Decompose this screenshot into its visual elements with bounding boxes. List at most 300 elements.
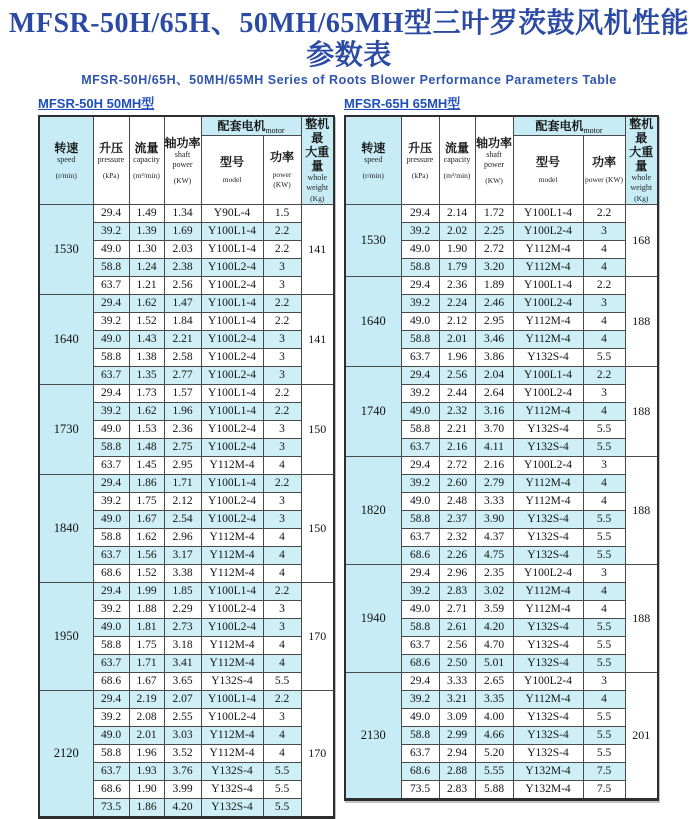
- motor-model-cell: Y132S-4: [513, 529, 583, 547]
- shaft-power-cell: 2.56: [164, 277, 201, 295]
- pressure-cell: 29.4: [401, 565, 439, 583]
- motor-model-cell: Y132S-4: [513, 619, 583, 637]
- motor-power-cell: 3: [263, 601, 301, 619]
- pressure-cell: 63.7: [401, 439, 439, 457]
- shaft-power-cell: 4.75: [475, 547, 513, 565]
- speed-group-cell: 1730: [39, 385, 93, 475]
- motor-model-cell: Y100L2-4: [201, 367, 263, 385]
- shaft-power-cell: 1.72: [475, 205, 513, 223]
- weight-group-cell: 141: [301, 295, 334, 385]
- motor-cn-label: 配套电机: [535, 119, 584, 133]
- motor-power-cell: 1.5: [263, 205, 301, 223]
- capacity-cell: 1.90: [439, 241, 475, 259]
- motor-power-cell: 5.5: [263, 799, 301, 818]
- shaft-power-cell: 2.54: [164, 511, 201, 529]
- capacity-cell: 1.71: [129, 655, 164, 673]
- pressure-cell: 58.8: [401, 421, 439, 439]
- pressure-cell: 49.0: [401, 601, 439, 619]
- motor-power-cell: 4: [263, 727, 301, 745]
- capacity-cn-label: 流量: [134, 140, 159, 155]
- power-en-label: power (KW): [272, 170, 292, 189]
- motor-power-cell: 4: [263, 547, 301, 565]
- capacity-cell: 2.44: [439, 385, 475, 403]
- weight-group-cell: 170: [301, 583, 334, 691]
- capacity-cell: 2.96: [439, 565, 475, 583]
- capacity-cell: 1.81: [129, 619, 164, 637]
- shaft-power-cell: 2.46: [475, 295, 513, 313]
- capacity-cell: 2.21: [439, 421, 475, 439]
- pressure-cell: 29.4: [93, 691, 129, 709]
- motor-model-cell: Y100L2-4: [201, 259, 263, 277]
- table-row: [345, 565, 658, 583]
- table-label-50h: MFSR-50H 50MH型: [38, 96, 155, 111]
- motor-model-cell: Y112M-4: [513, 313, 583, 331]
- motor-model-cell: Y132S-4: [513, 709, 583, 727]
- pressure-cell: 39.2: [93, 601, 129, 619]
- shaft-power-cell: 2.75: [164, 439, 201, 457]
- motor-model-cell: Y132M-4: [513, 763, 583, 781]
- speed-group-cell: 1640: [39, 295, 93, 385]
- shaft-power-cell: 1.84: [164, 313, 201, 331]
- pressure-cell: 49.0: [401, 493, 439, 511]
- model-cn-label: 型号: [219, 155, 244, 169]
- capacity-cell: 1.56: [129, 547, 164, 565]
- capacity-cell: 1.21: [129, 277, 164, 295]
- pressure-cell: 49.0: [93, 727, 129, 745]
- pressure-cell: 49.0: [93, 511, 129, 529]
- weight-group-cell: 188: [625, 277, 658, 367]
- speed-group-cell: 2130: [345, 673, 401, 800]
- motor-model-cell: Y132M-4: [513, 781, 583, 800]
- motor-power-cell: 2.2: [263, 241, 301, 259]
- shaft-power-cell: 3.41: [164, 655, 201, 673]
- table-label-65h: MFSR-65H 65MH型: [344, 96, 461, 111]
- pressure-cell: 63.7: [93, 367, 129, 385]
- shaft-power-cell: 1.69: [164, 223, 201, 241]
- capacity-cell: 2.14: [439, 205, 475, 223]
- shaft-unit-label: (KW): [485, 175, 503, 185]
- capacity-cell: 1.45: [129, 457, 164, 475]
- motor-power-cell: 4: [263, 529, 301, 547]
- shaft-power-cell: 4.00: [475, 709, 513, 727]
- motor-power-cell: 3: [583, 295, 625, 313]
- pressure-unit-label: (kPa): [102, 170, 120, 180]
- mfsr-65h-table: [344, 115, 659, 801]
- capacity-cell: 1.62: [129, 403, 164, 421]
- motor-model-cell: Y100L2-4: [201, 349, 263, 367]
- pressure-cell: 29.4: [93, 475, 129, 493]
- shaft-power-cell: 2.25: [475, 223, 513, 241]
- motor-model-cell: Y132S-4: [201, 673, 263, 691]
- motor-model-cell: Y100L1-4: [201, 313, 263, 331]
- motor-power-cell: 2.2: [263, 295, 301, 313]
- capacity-cell: 1.49: [129, 205, 164, 223]
- motor-power-cell: 3: [583, 673, 625, 691]
- shaft-power-cell: 3.35: [475, 691, 513, 709]
- speed-group-cell: 1840: [39, 475, 93, 583]
- shaft-power-cell: 3.86: [475, 349, 513, 367]
- pressure-cell: 63.7: [93, 277, 129, 295]
- motor-power-cell: 4: [583, 331, 625, 349]
- shaft-power-cell: 4.37: [475, 529, 513, 547]
- pressure-cell: 58.8: [93, 259, 129, 277]
- table-row: [39, 583, 334, 601]
- shaft-power-cell: 4.70: [475, 637, 513, 655]
- col-header-speed: [345, 116, 401, 205]
- pressure-cell: 39.2: [401, 295, 439, 313]
- motor-power-cell: 5.5: [583, 349, 625, 367]
- capacity-cell: 2.83: [439, 781, 475, 800]
- shaft-power-cell: 2.96: [164, 529, 201, 547]
- capacity-en-label: capacity: [443, 154, 471, 164]
- motor-model-cell: Y132S-4: [513, 655, 583, 673]
- col-header-weight: [301, 116, 334, 205]
- shaft-power-cell: 2.36: [164, 421, 201, 439]
- shaft-power-cell: 2.77: [164, 367, 201, 385]
- motor-power-cell: 3: [263, 367, 301, 385]
- capacity-cell: 1.96: [129, 745, 164, 763]
- motor-model-cell: Y112M-4: [201, 547, 263, 565]
- motor-power-cell: 2.2: [263, 691, 301, 709]
- table-block-65h: [344, 96, 659, 801]
- weight-cn-line1: 整机最: [305, 117, 330, 145]
- capacity-cell: 2.61: [439, 619, 475, 637]
- motor-power-cell: 3: [263, 277, 301, 295]
- capacity-cell: 2.02: [439, 223, 475, 241]
- motor-power-cell: 4: [583, 313, 625, 331]
- motor-model-cell: Y100L1-4: [201, 691, 263, 709]
- weight-unit-label: (Kg): [634, 194, 649, 203]
- pressure-cell: 39.2: [401, 385, 439, 403]
- motor-model-cell: Y112M-4: [513, 259, 583, 277]
- motor-model-cell: Y132S-4: [513, 637, 583, 655]
- shaft-power-cell: 3.18: [164, 637, 201, 655]
- motor-power-cell: 5.5: [263, 763, 301, 781]
- motor-power-cell: 4: [263, 745, 301, 763]
- pressure-cell: 29.4: [401, 277, 439, 295]
- speed-group-cell: 2120: [39, 691, 93, 818]
- capacity-cell: 2.32: [439, 529, 475, 547]
- shaft-power-cell: 5.88: [475, 781, 513, 800]
- motor-power-cell: 7.5: [583, 763, 625, 781]
- capacity-cell: 1.62: [129, 529, 164, 547]
- pressure-cell: 39.2: [401, 583, 439, 601]
- shaft-power-cell: 3.02: [475, 583, 513, 601]
- motor-model-cell: Y100L1-4: [513, 205, 583, 223]
- motor-power-cell: 5.5: [583, 637, 625, 655]
- shaft-power-cell: 3.20: [475, 259, 513, 277]
- capacity-cell: 2.50: [439, 655, 475, 673]
- shaft-power-cell: 2.95: [475, 313, 513, 331]
- pressure-cell: 39.2: [401, 691, 439, 709]
- motor-power-cell: 2.2: [263, 385, 301, 403]
- capacity-cell: 1.48: [129, 439, 164, 457]
- col-header-capacity: [439, 116, 475, 205]
- speed-group-cell: 1740: [345, 367, 401, 457]
- shaft-power-cell: 3.16: [475, 403, 513, 421]
- shaft-power-cell: 2.58: [164, 349, 201, 367]
- shaft-power-cell: 3.76: [164, 763, 201, 781]
- motor-power-cell: 2.2: [263, 313, 301, 331]
- motor-power-cell: 4: [583, 259, 625, 277]
- shaft-power-cell: 1.47: [164, 295, 201, 313]
- capacity-cell: 2.99: [439, 727, 475, 745]
- col-header-motor: [513, 116, 625, 136]
- weight-group-cell: 170: [301, 691, 334, 818]
- pressure-cell: 39.2: [93, 709, 129, 727]
- table-row: [345, 367, 658, 385]
- capacity-cell: 3.09: [439, 709, 475, 727]
- shaft-power-cell: 1.96: [164, 403, 201, 421]
- motor-power-cell: 3: [263, 331, 301, 349]
- pressure-cell: 29.4: [401, 673, 439, 691]
- motor-model-cell: Y112M-4: [513, 493, 583, 511]
- motor-model-cell: Y100L1-4: [513, 277, 583, 295]
- shaft-power-cell: 5.55: [475, 763, 513, 781]
- motor-model-cell: Y100L1-4: [201, 223, 263, 241]
- pressure-cell: 68.6: [401, 547, 439, 565]
- shaft-unit-label: (KW): [173, 175, 192, 185]
- pressure-cell: 73.5: [93, 799, 129, 818]
- motor-model-cell: Y112M-4: [201, 457, 263, 475]
- pressure-cell: 58.8: [93, 439, 129, 457]
- pressure-cell: 58.8: [401, 619, 439, 637]
- shaft-power-cell: 2.79: [475, 475, 513, 493]
- motor-model-cell: Y112M-4: [201, 655, 263, 673]
- capacity-cell: 1.75: [129, 493, 164, 511]
- motor-model-cell: Y100L2-4: [513, 295, 583, 313]
- pressure-cell: 39.2: [93, 403, 129, 421]
- shaft-power-cell: 3.65: [164, 673, 201, 691]
- speed-en-label: speed: [364, 154, 383, 164]
- model-en-label: model: [538, 175, 558, 184]
- speed-unit-label: (r/min): [362, 170, 384, 180]
- motor-model-cell: Y112M-4: [201, 745, 263, 763]
- motor-power-cell: 3: [263, 439, 301, 457]
- motor-power-cell: 4: [263, 655, 301, 673]
- motor-power-cell: 2.2: [263, 583, 301, 601]
- shaft-power-cell: 2.35: [475, 565, 513, 583]
- weight-cn-line2: 大重量: [305, 145, 330, 173]
- motor-en-label: motor: [265, 126, 285, 135]
- capacity-cell: 2.48: [439, 493, 475, 511]
- motor-model-cell: Y132S-4: [513, 511, 583, 529]
- speed-group-cell: 1950: [39, 583, 93, 691]
- weight-en-label: whole weight: [630, 173, 653, 192]
- motor-power-cell: 5.5: [263, 673, 301, 691]
- capacity-cell: 2.01: [129, 727, 164, 745]
- motor-model-cell: Y100L2-4: [201, 439, 263, 457]
- shaft-power-cell: 4.66: [475, 727, 513, 745]
- pressure-en-label: pressure: [97, 154, 125, 164]
- weight-group-cell: 150: [301, 475, 334, 583]
- shaft-power-cell: 3.46: [475, 331, 513, 349]
- col-header-weight: [625, 116, 658, 205]
- motor-en-label: motor: [583, 126, 603, 135]
- model-en-label: model: [222, 175, 242, 184]
- capacity-cell: 1.53: [129, 421, 164, 439]
- motor-model-cell: Y100L2-4: [513, 223, 583, 241]
- capacity-cell: 1.24: [129, 259, 164, 277]
- motor-power-cell: 4: [583, 691, 625, 709]
- speed-en-label: speed: [57, 154, 76, 164]
- motor-model-cell: Y100L2-4: [201, 421, 263, 439]
- speed-group-cell: 1530: [345, 205, 401, 277]
- mfsr-50h-table: [38, 115, 335, 819]
- table-row: [39, 385, 334, 403]
- motor-power-cell: 3: [263, 259, 301, 277]
- motor-power-cell: 5.5: [583, 745, 625, 763]
- col-header-motor-power: [263, 136, 301, 205]
- capacity-cell: 1.79: [439, 259, 475, 277]
- motor-power-cell: 5.5: [583, 529, 625, 547]
- weight-group-cell: 188: [625, 565, 658, 673]
- motor-power-cell: 4: [583, 403, 625, 421]
- motor-power-cell: 4: [583, 601, 625, 619]
- shaft-power-cell: 3.03: [164, 727, 201, 745]
- motor-model-cell: Y132S-4: [201, 763, 263, 781]
- power-en-label: power (KW): [584, 175, 624, 184]
- motor-model-cell: Y132S-4: [513, 421, 583, 439]
- table-row: [39, 475, 334, 493]
- motor-power-cell: 2.2: [583, 205, 625, 223]
- capacity-cell: 1.86: [129, 475, 164, 493]
- shaft-cn-label: 轴功率: [164, 135, 201, 150]
- pressure-cell: 68.6: [93, 781, 129, 799]
- tables-row: [0, 96, 698, 819]
- pressure-cell: 68.6: [401, 763, 439, 781]
- capacity-cell: 3.33: [439, 673, 475, 691]
- power-cn-label: 功率: [269, 150, 294, 164]
- speed-cn-label: 转速: [54, 140, 79, 155]
- motor-model-cell: Y112M-4: [513, 403, 583, 421]
- motor-model-cell: Y132S-4: [513, 349, 583, 367]
- shaft-power-cell: 3.59: [475, 601, 513, 619]
- shaft-power-cell: 3.38: [164, 565, 201, 583]
- motor-model-cell: Y132S-4: [201, 781, 263, 799]
- col-header-capacity: [129, 116, 164, 205]
- pressure-cell: 29.4: [93, 295, 129, 313]
- table-block-50h: [38, 96, 335, 819]
- pressure-cell: 73.5: [401, 781, 439, 800]
- capacity-cell: 1.62: [129, 295, 164, 313]
- capacity-cell: 2.56: [439, 367, 475, 385]
- weight-cn-line2: 大重量: [629, 145, 654, 173]
- capacity-cell: 1.88: [129, 601, 164, 619]
- capacity-unit-label: (m³/min): [133, 170, 160, 180]
- motor-model-cell: Y112M-4: [513, 331, 583, 349]
- motor-power-cell: 4: [263, 565, 301, 583]
- motor-model-cell: Y100L2-4: [201, 511, 263, 529]
- motor-power-cell: 5.5: [583, 709, 625, 727]
- capacity-cell: 2.37: [439, 511, 475, 529]
- shaft-power-cell: 2.65: [475, 673, 513, 691]
- motor-model-cell: Y112M-4: [513, 241, 583, 259]
- motor-model-cell: Y100L2-4: [513, 673, 583, 691]
- motor-model-cell: Y100L1-4: [201, 403, 263, 421]
- table-row: [345, 673, 658, 691]
- motor-power-cell: 3: [263, 421, 301, 439]
- pressure-cell: 58.8: [401, 259, 439, 277]
- capacity-cell: 1.93: [129, 763, 164, 781]
- motor-power-cell: 3: [263, 493, 301, 511]
- capacity-cell: 2.24: [439, 295, 475, 313]
- motor-power-cell: 4: [583, 475, 625, 493]
- pressure-unit-label: (kPa): [411, 170, 429, 180]
- shaft-power-cell: 2.04: [475, 367, 513, 385]
- table-row: [345, 277, 658, 295]
- motor-model-cell: Y100L2-4: [201, 493, 263, 511]
- pressure-cell: 39.2: [93, 223, 129, 241]
- pressure-cell: 58.8: [401, 511, 439, 529]
- capacity-cell: 1.30: [129, 241, 164, 259]
- shaft-power-cell: 3.99: [164, 781, 201, 799]
- motor-model-cell: Y132S-4: [513, 745, 583, 763]
- motor-model-cell: Y100L2-4: [201, 331, 263, 349]
- capacity-cell: 3.21: [439, 691, 475, 709]
- shaft-power-cell: 3.17: [164, 547, 201, 565]
- motor-model-cell: Y100L1-4: [201, 385, 263, 403]
- shaft-power-cell: 1.71: [164, 475, 201, 493]
- table-row: [345, 205, 658, 223]
- motor-power-cell: 5.5: [583, 619, 625, 637]
- col-header-pressure: [401, 116, 439, 205]
- pressure-cell: 49.0: [401, 709, 439, 727]
- table-row: [39, 295, 334, 313]
- pressure-cell: 58.8: [93, 529, 129, 547]
- motor-model-cell: Y100L1-4: [201, 583, 263, 601]
- motor-power-cell: 3: [263, 511, 301, 529]
- motor-power-cell: 5.5: [583, 547, 625, 565]
- motor-power-cell: 3: [263, 619, 301, 637]
- motor-model-cell: Y100L1-4: [201, 295, 263, 313]
- shaft-power-cell: 3.70: [475, 421, 513, 439]
- motor-model-cell: Y100L2-4: [201, 709, 263, 727]
- capacity-cell: 2.01: [439, 331, 475, 349]
- pressure-cell: 58.8: [93, 637, 129, 655]
- shaft-power-cell: 4.11: [475, 439, 513, 457]
- weight-en-label: whole weight: [306, 173, 329, 192]
- motor-model-cell: Y112M-4: [201, 529, 263, 547]
- speed-group-cell: 1530: [39, 205, 93, 295]
- pressure-cell: 63.7: [93, 763, 129, 781]
- power-cn-label: 功率: [591, 155, 616, 169]
- table-row: [39, 205, 334, 223]
- pressure-cell: 29.4: [401, 205, 439, 223]
- motor-model-cell: Y112M-4: [201, 637, 263, 655]
- pressure-cell: 63.7: [401, 349, 439, 367]
- pressure-cell: 49.0: [401, 313, 439, 331]
- motor-power-cell: 3: [263, 709, 301, 727]
- motor-power-cell: 4: [583, 493, 625, 511]
- table-row: [39, 691, 334, 709]
- capacity-cell: 1.99: [129, 583, 164, 601]
- capacity-cell: 2.36: [439, 277, 475, 295]
- pressure-cell: 63.7: [401, 637, 439, 655]
- pressure-cell: 39.2: [93, 493, 129, 511]
- shaft-power-cell: 1.57: [164, 385, 201, 403]
- capacity-cell: 2.94: [439, 745, 475, 763]
- shaft-power-cell: 2.73: [164, 619, 201, 637]
- shaft-power-cell: 4.20: [475, 619, 513, 637]
- shaft-power-cell: 2.16: [475, 457, 513, 475]
- capacity-cell: 2.19: [129, 691, 164, 709]
- pressure-cell: 39.2: [401, 223, 439, 241]
- col-header-motor: [201, 116, 301, 136]
- shaft-power-cell: 3.90: [475, 511, 513, 529]
- col-header-shaft-power: [164, 116, 201, 205]
- col-header-motor-power: [583, 136, 625, 205]
